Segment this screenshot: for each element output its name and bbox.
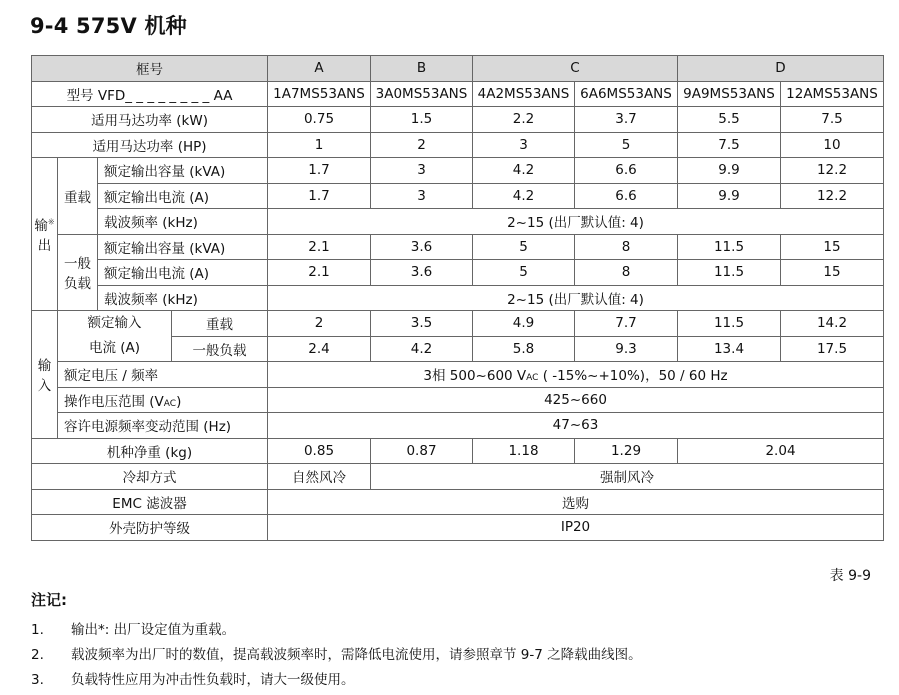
table-cell: 8	[575, 260, 678, 286]
table-cell: 1.18	[473, 438, 575, 464]
table-cell: 2.04	[678, 438, 884, 464]
note-text: 输出*: 出厂设定值为重载。	[71, 622, 236, 638]
table-cell: 6.6	[575, 183, 678, 209]
table-row	[32, 489, 884, 515]
table-cell: 13.4	[678, 336, 781, 362]
note-item	[31, 618, 235, 638]
output-label-mark: ※	[47, 217, 55, 227]
table-cell: 12.2	[781, 158, 884, 184]
table-cell: 2.4	[268, 336, 371, 362]
input-current-label-bottom: 电流 (A)	[88, 340, 141, 356]
cooling-label: 冷却方式	[32, 464, 268, 490]
output-label-bottom: 出	[37, 238, 52, 254]
output-label-top: 输	[34, 218, 48, 234]
op-range-label	[58, 387, 268, 413]
table-cell: 11.5	[678, 234, 781, 260]
table-cell: 0.85	[268, 438, 371, 464]
input-current-label	[58, 311, 172, 362]
table-cell: 0.75	[268, 107, 371, 133]
emc-label: EMC 滤波器	[32, 489, 268, 515]
cooling-forced: 强制风冷	[371, 464, 884, 490]
table-cell: 15	[781, 260, 884, 286]
table-cell: 1	[268, 132, 371, 158]
table-cell: 8	[575, 234, 678, 260]
model-cell: 9A9MS53ANS	[678, 81, 781, 107]
input-normal-label: 一般负载	[172, 336, 268, 362]
table-cell: 7.5	[678, 132, 781, 158]
input-group-label	[32, 311, 58, 439]
heavy-current-label: 额定输出电流 (A)	[98, 183, 268, 209]
table-number: 表 9-9	[829, 568, 871, 584]
table-row	[32, 132, 884, 158]
table-row	[32, 81, 884, 107]
input-heavy-label: 重载	[172, 311, 268, 337]
table-cell: 3	[473, 132, 575, 158]
table-cell: 4.2	[473, 158, 575, 184]
table-cell: 5.8	[473, 336, 575, 362]
table-row	[32, 260, 884, 286]
table-cell: 1.7	[268, 158, 371, 184]
normal-duty-label	[58, 234, 98, 311]
note-text: 负载特性应用为冲击性负载时，请大一级使用。	[71, 672, 355, 688]
table-row	[32, 362, 884, 388]
frame-label: 框号	[32, 56, 268, 82]
freq-range-value: 47~63	[268, 413, 884, 439]
table-cell: 6.6	[575, 158, 678, 184]
table-cell: 4.9	[473, 311, 575, 337]
op-range-label-tail: )	[176, 393, 182, 410]
normal-capacity-label: 额定输出容量 (kVA)	[98, 234, 268, 260]
voltage-value-sub: AC	[526, 373, 539, 384]
cooling-natural: 自然风冷	[268, 464, 371, 490]
model-cell: 6A6MS53ANS	[575, 81, 678, 107]
table-row	[32, 438, 884, 464]
table-cell: 2.2	[473, 107, 575, 133]
heavy-capacity-label: 额定输出容量 (kVA)	[98, 158, 268, 184]
table-cell: 2	[268, 311, 371, 337]
voltage-label: 额定电压 / 频率	[58, 362, 268, 388]
table-cell: 2	[371, 132, 473, 158]
op-range-value: 425~660	[268, 387, 884, 413]
table-cell: 9.3	[575, 336, 678, 362]
table-cell: 3	[371, 158, 473, 184]
table-row	[32, 158, 884, 184]
heavy-carrier-label: 载波频率 (kHz)	[98, 209, 268, 235]
table-cell: 17.5	[781, 336, 884, 362]
enclosure-label: 外壳防护等级	[32, 515, 268, 541]
table-cell: 3.7	[575, 107, 678, 133]
model-cell: 4A2MS53ANS	[473, 81, 575, 107]
table-cell: 5	[473, 234, 575, 260]
note-text: 载波频率为出厂时的数值，提高载波频率时，需降低电流使用，请参照章节 9-7 之降载曲线图。	[71, 647, 642, 663]
model-cell: 1A7MS53ANS	[268, 81, 371, 107]
table-row	[32, 387, 884, 413]
table-cell: 12.2	[781, 183, 884, 209]
table-row	[32, 464, 884, 490]
note-item	[31, 643, 642, 663]
table-cell: 5	[575, 132, 678, 158]
model-cell: 3A0MS53ANS	[371, 81, 473, 107]
table-cell: 3.6	[371, 234, 473, 260]
table-cell: 5.5	[678, 107, 781, 133]
table-cell: 4.2	[371, 336, 473, 362]
table-cell: 3.6	[371, 260, 473, 286]
voltage-value-tail: ( -15%~+10%)，50 / 60 Hz	[538, 368, 728, 385]
table-cell: 1.7	[268, 183, 371, 209]
table-row	[32, 413, 884, 439]
notes-title: 注记:	[31, 591, 67, 609]
table-row	[32, 209, 884, 235]
table-cell: 4.2	[473, 183, 575, 209]
output-group-label	[32, 158, 58, 311]
table-cell: 7.5	[781, 107, 884, 133]
table-cell: 10	[781, 132, 884, 158]
table-cell: 11.5	[678, 260, 781, 286]
input-label-top: 输	[37, 358, 52, 375]
frame-d: D	[678, 56, 884, 82]
input-label-bottom: 入	[37, 378, 52, 395]
table-cell: 3.5	[371, 311, 473, 337]
table-cell: 3	[371, 183, 473, 209]
voltage-value	[268, 362, 884, 388]
table-cell: 2.1	[268, 234, 371, 260]
enclosure-value: IP20	[268, 515, 884, 541]
table-row	[32, 311, 884, 337]
op-range-label-main: 操作电压范围 (V	[64, 393, 164, 410]
table-row	[32, 515, 884, 541]
table-row	[32, 234, 884, 260]
frame-c: C	[473, 56, 678, 82]
note-number: 2.	[31, 647, 44, 663]
table-row	[32, 107, 884, 133]
table-cell: 14.2	[781, 311, 884, 337]
spec-table	[31, 55, 884, 541]
table-cell: 9.9	[678, 183, 781, 209]
heavy-carrier-value: 2~15 (出厂默认值: 4)	[268, 209, 884, 235]
weight-label: 机种净重 (kg)	[32, 438, 268, 464]
freq-range-label: 容许电源频率变动范围 (Hz)	[58, 413, 268, 439]
normal-duty-label-top: 一般	[64, 256, 91, 273]
emc-value: 选购	[268, 489, 884, 515]
note-item	[31, 668, 355, 688]
heavy-duty-label: 重载	[58, 158, 98, 235]
normal-carrier-value: 2~15 (出厂默认值: 4)	[268, 285, 884, 311]
model-cell: 12AMS53ANS	[781, 81, 884, 107]
normal-current-label: 额定输出电流 (A)	[98, 260, 268, 286]
frame-a: A	[268, 56, 371, 82]
model-label: 型号 VFD_ _ _ _ _ _ _ _ AA	[32, 81, 268, 107]
table-cell: 11.5	[678, 311, 781, 337]
note-number: 1.	[31, 622, 44, 638]
page-title: 9-4 575V 机种	[30, 14, 187, 38]
op-range-label-sub: AC	[163, 398, 177, 409]
motor-hp-label: 适用马达功率 (HP)	[32, 132, 268, 158]
frame-b: B	[371, 56, 473, 82]
table-cell: 2.1	[268, 260, 371, 286]
table-cell: 7.7	[575, 311, 678, 337]
input-current-label-top: 额定输入	[87, 315, 142, 331]
motor-kw-label: 适用马达功率 (kW)	[32, 107, 268, 133]
note-number: 3.	[31, 672, 44, 688]
table-cell: 15	[781, 234, 884, 260]
table-cell: 1.29	[575, 438, 678, 464]
table-cell: 0.87	[371, 438, 473, 464]
table-cell: 1.5	[371, 107, 473, 133]
table-cell: 9.9	[678, 158, 781, 184]
table-row	[32, 56, 884, 82]
table-row	[32, 183, 884, 209]
table-row	[32, 285, 884, 311]
table-cell: 5	[473, 260, 575, 286]
voltage-value-main: 3相 500~600 V	[423, 368, 527, 385]
normal-carrier-label: 载波频率 (kHz)	[98, 285, 268, 311]
normal-duty-label-bottom: 负载	[64, 276, 91, 293]
